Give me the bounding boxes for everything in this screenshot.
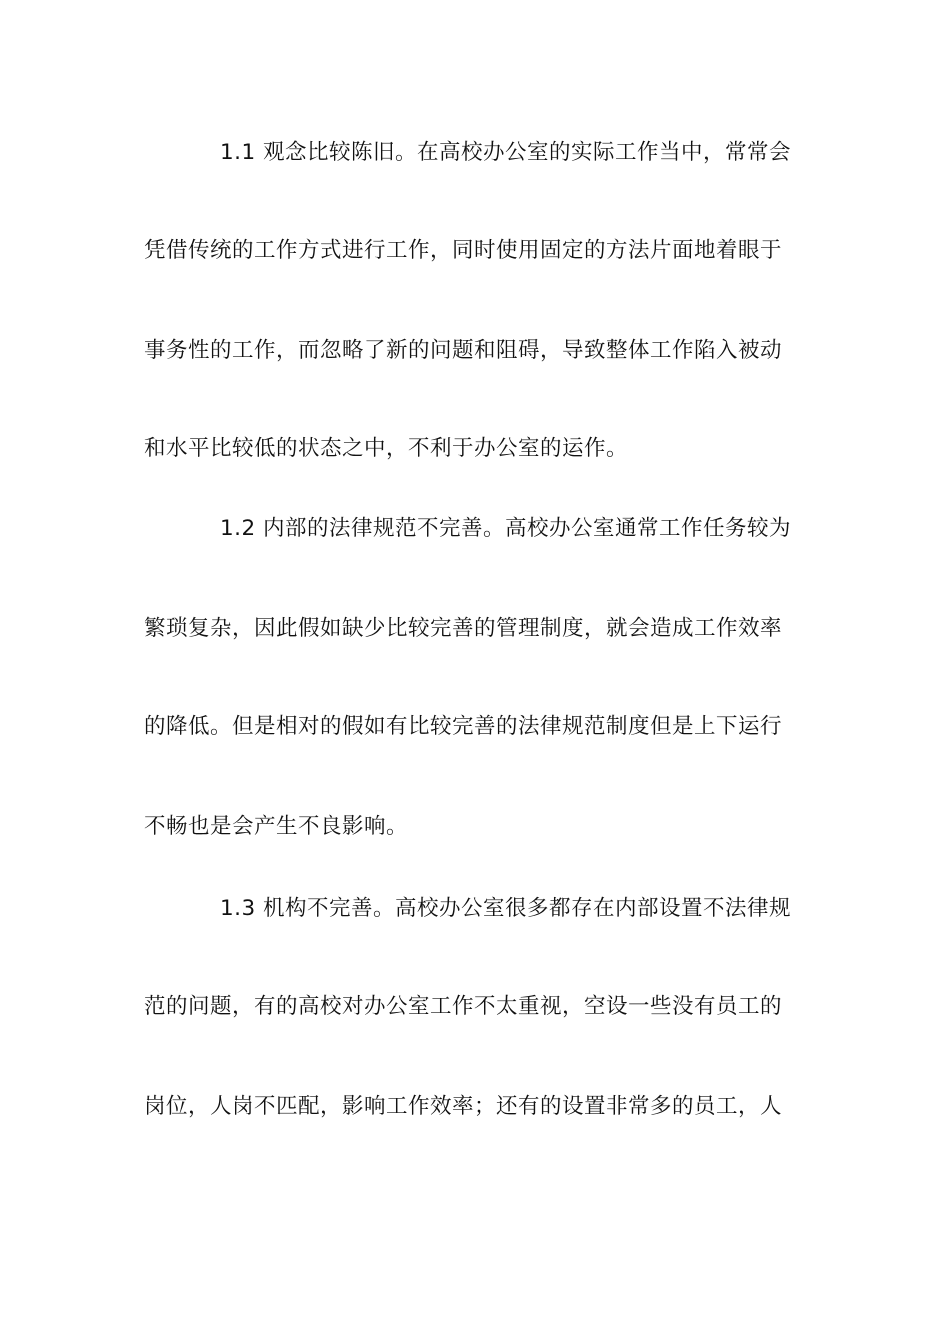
paragraph-line: 1.3 机构不完善。高校办公室很多都存在内部设置不法律规: [220, 896, 792, 921]
paragraph-line: 岗位，人岗不匹配，影响工作效率；还有的设置非常多的员工，人: [144, 1094, 783, 1119]
paragraph-line: 的降低。但是相对的假如有比较完善的法律规范制度但是上下运行: [144, 714, 783, 739]
paragraph-line: 1.2 内部的法律规范不完善。高校办公室通常工作任务较为: [220, 516, 792, 541]
paragraph-line: 1.1 观念比较陈旧。在高校办公室的实际工作当中，常常会: [220, 140, 792, 165]
paragraph-line: 和水平比较低的状态之中，不利于办公室的运作。: [144, 436, 629, 461]
paragraph-line: 繁琐复杂，因此假如缺少比较完善的管理制度，就会造成工作效率: [144, 616, 783, 641]
paragraph-line: 不畅也是会产生不良影响。: [144, 814, 409, 839]
paragraph-line: 范的问题，有的高校对办公室工作不太重视，空设一些没有员工的: [144, 994, 783, 1019]
paragraph-line: 事务性的工作，而忽略了新的问题和阻碍，导致整体工作陷入被动: [144, 338, 783, 363]
paragraph-line: 凭借传统的工作方式进行工作，同时使用固定的方法片面地着眼于: [144, 238, 783, 263]
